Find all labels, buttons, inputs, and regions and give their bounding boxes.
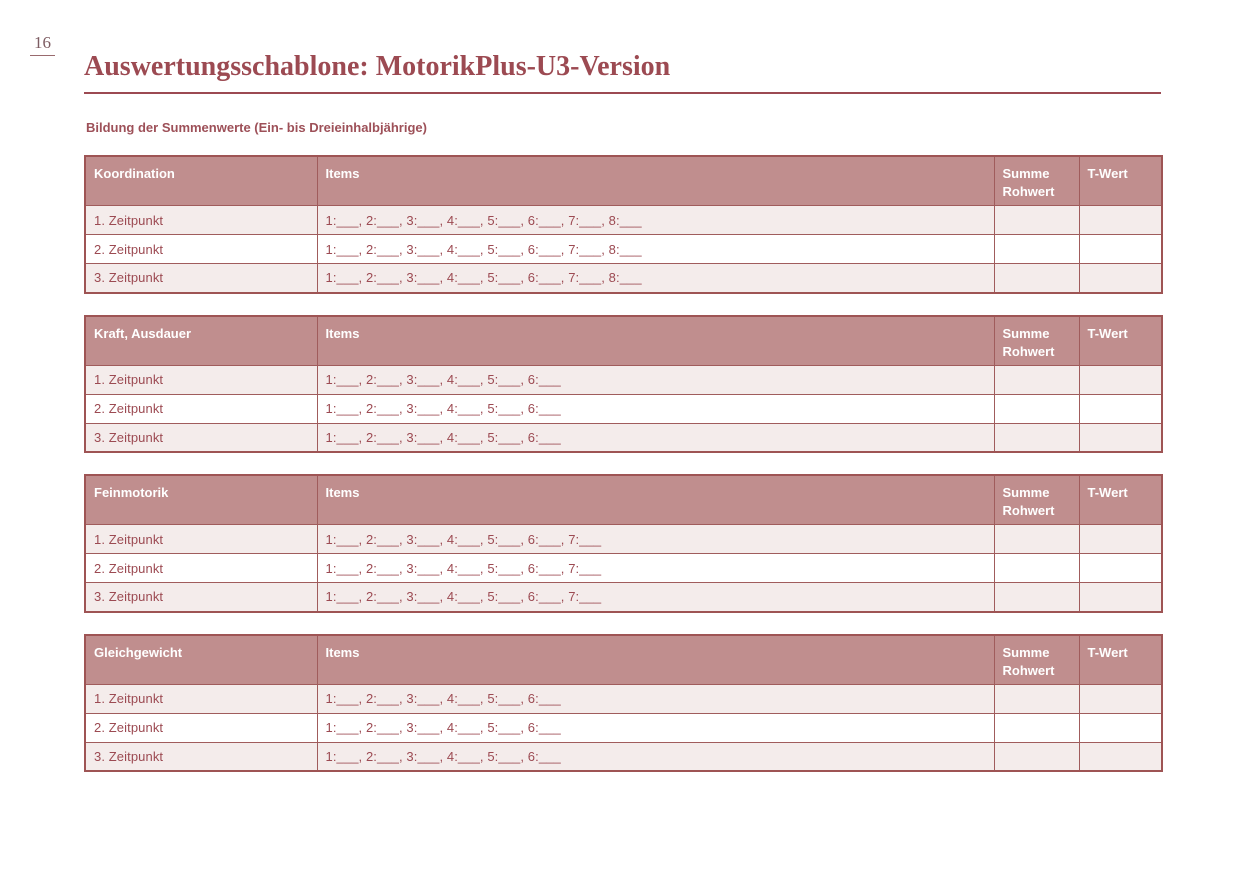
twert-cell xyxy=(1079,423,1162,452)
row-label: 3. Zeitpunkt xyxy=(85,583,317,612)
twert-cell xyxy=(1079,525,1162,554)
twert-column-header: T-Wert xyxy=(1079,156,1162,206)
summe-rohwert-cell xyxy=(994,742,1079,771)
section-subtitle: Bildung der Summenwerte (Ein- bis Dreieinhalbjährige) xyxy=(86,120,427,135)
table-feinmotorik xyxy=(84,474,1163,613)
row-label: 1. Zeitpunkt xyxy=(85,684,317,713)
items-column-header: Items xyxy=(317,316,994,366)
row-label: 2. Zeitpunkt xyxy=(85,235,317,264)
table-row xyxy=(85,583,1162,612)
summe-rohwert-cell xyxy=(994,235,1079,264)
summe-rohwert-cell xyxy=(994,206,1079,235)
table-row xyxy=(85,394,1162,423)
row-items: 1:___, 2:___, 3:___, 4:___, 5:___, 6:___ xyxy=(317,365,994,394)
twert-cell xyxy=(1079,554,1162,583)
table-row xyxy=(85,235,1162,264)
table-header-row xyxy=(85,156,1162,206)
twert-cell xyxy=(1079,365,1162,394)
title-rule xyxy=(84,92,1161,94)
row-label: 1. Zeitpunkt xyxy=(85,206,317,235)
row-label: 3. Zeitpunkt xyxy=(85,742,317,771)
row-label: 3. Zeitpunkt xyxy=(85,423,317,452)
twert-cell xyxy=(1079,394,1162,423)
summe-rohwert-column-header: Summe Rohwert xyxy=(994,316,1079,366)
row-items: 1:___, 2:___, 3:___, 4:___, 5:___, 6:___ xyxy=(317,742,994,771)
twert-column-header: T-Wert xyxy=(1079,316,1162,366)
twert-cell xyxy=(1079,206,1162,235)
summe-rohwert-cell xyxy=(994,554,1079,583)
category-header: Gleichgewicht xyxy=(85,635,317,685)
table-row xyxy=(85,423,1162,452)
row-items: 1:___, 2:___, 3:___, 4:___, 5:___, 6:___, 7:___ xyxy=(317,583,994,612)
items-column-header: Items xyxy=(317,635,994,685)
table-row xyxy=(85,554,1162,583)
category-header: Koordination xyxy=(85,156,317,206)
table-header-row xyxy=(85,475,1162,525)
summe-rohwert-cell xyxy=(994,365,1079,394)
summe-rohwert-cell xyxy=(994,423,1079,452)
table-header-row xyxy=(85,635,1162,685)
page-content xyxy=(84,0,1161,772)
page-title: Auswertungsschablone: MotorikPlus-U3-Version xyxy=(84,51,671,82)
row-label: 1. Zeitpunkt xyxy=(85,525,317,554)
items-column-header: Items xyxy=(317,475,994,525)
summe-rohwert-column-header: Summe Rohwert xyxy=(994,156,1079,206)
row-items: 1:___, 2:___, 3:___, 4:___, 5:___, 6:___, 7:___, 8:___ xyxy=(317,264,994,293)
row-items: 1:___, 2:___, 3:___, 4:___, 5:___, 6:___, 7:___ xyxy=(317,554,994,583)
page-number: 16 xyxy=(30,33,55,56)
table-kraft-ausdauer xyxy=(84,315,1163,454)
summe-rohwert-cell xyxy=(994,713,1079,742)
summe-rohwert-cell xyxy=(994,264,1079,293)
twert-cell xyxy=(1079,235,1162,264)
category-header: Feinmotorik xyxy=(85,475,317,525)
table-row xyxy=(85,206,1162,235)
table-row xyxy=(85,713,1162,742)
twert-column-header: T-Wert xyxy=(1079,635,1162,685)
row-items: 1:___, 2:___, 3:___, 4:___, 5:___, 6:___ xyxy=(317,713,994,742)
category-header: Kraft, Ausdauer xyxy=(85,316,317,366)
table-koordination xyxy=(84,155,1163,294)
table-gleichgewicht xyxy=(84,634,1163,773)
row-label: 2. Zeitpunkt xyxy=(85,394,317,423)
row-items: 1:___, 2:___, 3:___, 4:___, 5:___, 6:___, 7:___ xyxy=(317,525,994,554)
row-label: 2. Zeitpunkt xyxy=(85,713,317,742)
table-row xyxy=(85,684,1162,713)
table-row xyxy=(85,525,1162,554)
row-items: 1:___, 2:___, 3:___, 4:___, 5:___, 6:___ xyxy=(317,394,994,423)
twert-cell xyxy=(1079,264,1162,293)
row-label: 3. Zeitpunkt xyxy=(85,264,317,293)
table-header-row xyxy=(85,316,1162,366)
twert-cell xyxy=(1079,742,1162,771)
summe-rohwert-cell xyxy=(994,583,1079,612)
summe-rohwert-column-header: Summe Rohwert xyxy=(994,635,1079,685)
twert-column-header: T-Wert xyxy=(1079,475,1162,525)
row-items: 1:___, 2:___, 3:___, 4:___, 5:___, 6:___ xyxy=(317,423,994,452)
summe-rohwert-cell xyxy=(994,684,1079,713)
table-row xyxy=(85,264,1162,293)
items-column-header: Items xyxy=(317,156,994,206)
twert-cell xyxy=(1079,713,1162,742)
row-items: 1:___, 2:___, 3:___, 4:___, 5:___, 6:___, 7:___, 8:___ xyxy=(317,206,994,235)
summe-rohwert-column-header: Summe Rohwert xyxy=(994,475,1079,525)
summe-rohwert-cell xyxy=(994,525,1079,554)
twert-cell xyxy=(1079,684,1162,713)
row-items: 1:___, 2:___, 3:___, 4:___, 5:___, 6:___ xyxy=(317,684,994,713)
twert-cell xyxy=(1079,583,1162,612)
summe-rohwert-cell xyxy=(994,394,1079,423)
row-label: 1. Zeitpunkt xyxy=(85,365,317,394)
row-label: 2. Zeitpunkt xyxy=(85,554,317,583)
table-row xyxy=(85,742,1162,771)
table-row xyxy=(85,365,1162,394)
row-items: 1:___, 2:___, 3:___, 4:___, 5:___, 6:___, 7:___, 8:___ xyxy=(317,235,994,264)
